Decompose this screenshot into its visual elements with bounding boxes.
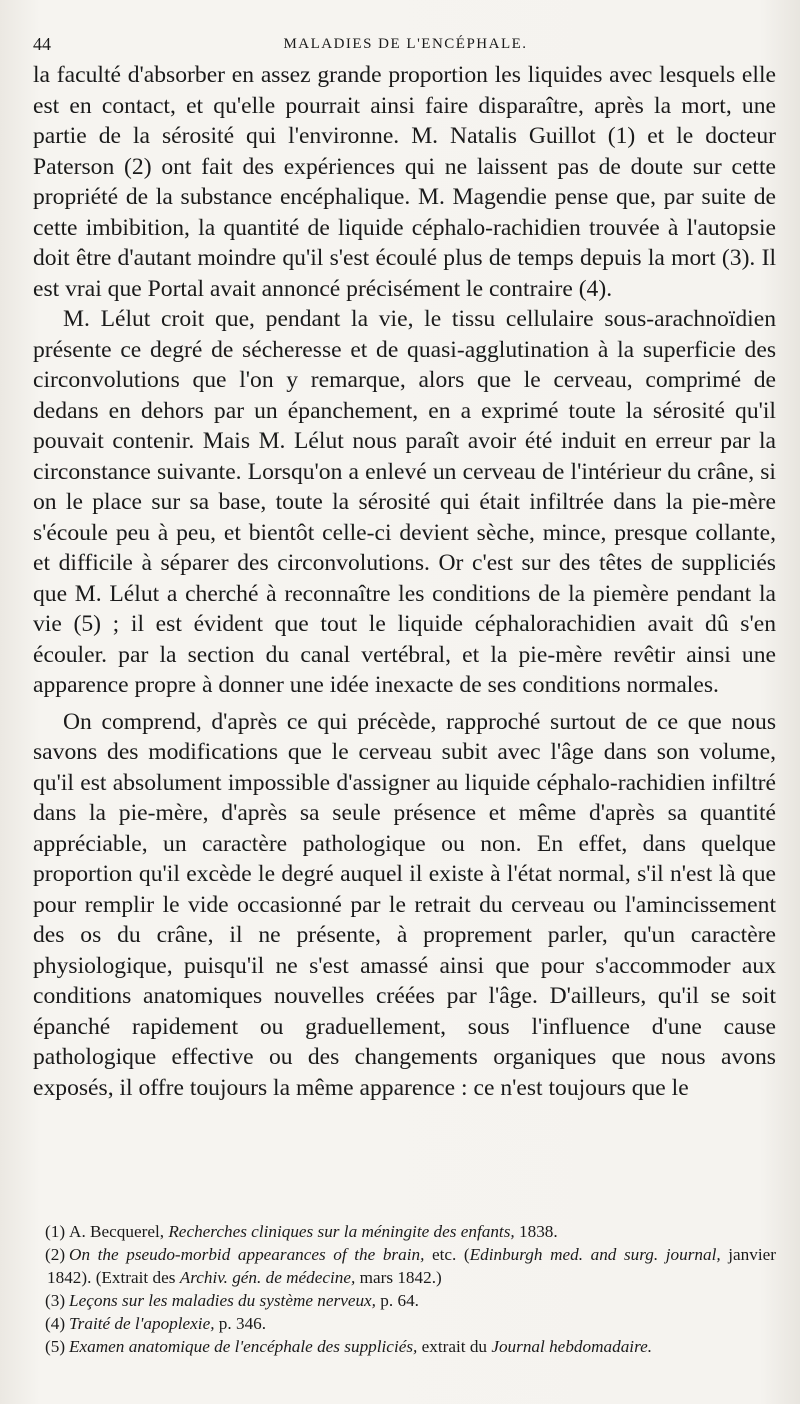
footnote-title: Examen anatomique de l'encéphale des suppliciés, [69,1337,418,1356]
footnote [33,1312,776,1335]
running-head: MALADIES DE L'ENCÉPHALE. [283,36,528,52]
footnote-title: Edinburgh med. and surg. journal, [469,1245,721,1264]
footnote-author: A. Becquerel, [69,1222,165,1241]
footnote-text: extrait du [421,1337,488,1356]
footnote-text: p. 346. [218,1314,267,1333]
paragraph: la faculté d'absorber en assez grande proportion les liquides avec lesquels elle est en contact, et qu'elle pourrait ainsi faire disparaître, après la mort, une partie de la sérosité qui l'environne. M. Natalis Guillot (1) et le docteur Paterson (2) ont fait des expériences qui ne laissent pas de doute sur cette propriété de la substance encéphalique. M. Magendie pense que, par suite de cette imbibition, la quantité de liquide céphalo-rachidien trouvée à l'autopsie doit être d'autant moindre qu'il s'est écoulé plus de temps depuis la mort (3). Il est vrai que Portal avait annoncé précisément le contraire (4). [33,62,776,302]
page-number: 44 [33,34,51,54]
footnote-text: 1838. [519,1222,558,1241]
footnote-title: Archiv. gén. de médecine, [179,1268,356,1287]
footnote-title: Leçons sur les maladies du système nerveux, [69,1291,376,1310]
paragraph: M. Lélut croit que, pendant la vie, le tissu cellulaire sous-arachnoïdien présente ce degré de sécheresse et de quasi-agglutination à la superficie des circonvolutions que l'on y remarque, alors que le cerveau, comprimé de dedans en dehors par un épanchement, en a exprimé toute la sérosité qu'il pouvait contenir. Mais M. Lélut nous paraît avoir été induit en erreur par la circonstance suivante. Lorsqu'on a enlevé un cerveau de l'intérieur du crâne, si on le place sur sa base, toute la sérosité qui était infiltrée dans la pie-mère s'écoule peu à peu, et bientôt celle-ci devient sèche, mince, presque collante, et difficile à séparer des circonvolutions. Or c'est sur des têtes de suppliciés que M. Lélut a cherché à reconnaître les conditions de la piemère pendant la vie (5) ; il est évident que tout le liquide céphalorachidien avait dû s'en écouler. par la section du canal vertébral, et la pie-mère revêtir ainsi une apparence propre à donner une idée inexacte de ses conditions normales. [33,306,776,698]
footnote [33,1220,776,1243]
footnote-mark: (5) [45,1337,66,1356]
footnote [33,1289,776,1312]
page-header [33,34,778,58]
footnote-mark: (2) [45,1245,66,1264]
paragraph: On comprend, d'après ce qui précède, rapproché surtout de ce que nous savons des modifications que le cerveau subit avec l'âge dans son volume, qu'il est absolument impossible d'assigner au liquide céphalo-rachidien infiltré dans la pie-mère, d'après sa seule présence et même d'après sa quantité appréciable, un caractère pathologique ou non. En effet, dans quelque proportion qu'il excède le degré auquel il existe à l'état normal, s'il n'est là que pour remplir le vide occasionné par le retrait du cerveau ou l'amincissement des os du crâne, il ne présente, à proprement parler, qu'un caractère physiologique, puisqu'il ne s'est amassé ainsi que pour s'accommoder aux conditions anatomiques nouvelles créées par l'âge. D'ailleurs, qu'il se soit épanché rapidement ou graduellement, sous l'influence d'une cause pathologique effective ou des changements organiques que nous avons exposés, il offre toujours la même apparence : ce n'est toujours que le [33,708,776,1101]
footnote-text: p. 64. [380,1291,419,1310]
footnote-text: janvier 1842). (Extrait des [47,1245,777,1287]
footnote-title: On the pseudo-morbid appearances of the brain, [69,1245,425,1264]
main-text [33,60,776,1103]
footnote [33,1243,776,1289]
footnote-mark: (1) [45,1222,66,1241]
footnote [33,1335,776,1358]
footnote-mark: (4) [45,1314,66,1333]
footnote-title: Journal hebdomadaire. [491,1337,653,1356]
footnote-title: Recherches cliniques sur la méningite des enfants, [168,1222,515,1241]
footnote-text: etc. ( [431,1245,470,1264]
footnote-text: mars 1842.) [359,1268,442,1287]
footnotes [33,1220,776,1358]
footnote-title: Traité de l'apoplexie, [69,1314,215,1333]
footnote-mark: (3) [45,1291,66,1310]
